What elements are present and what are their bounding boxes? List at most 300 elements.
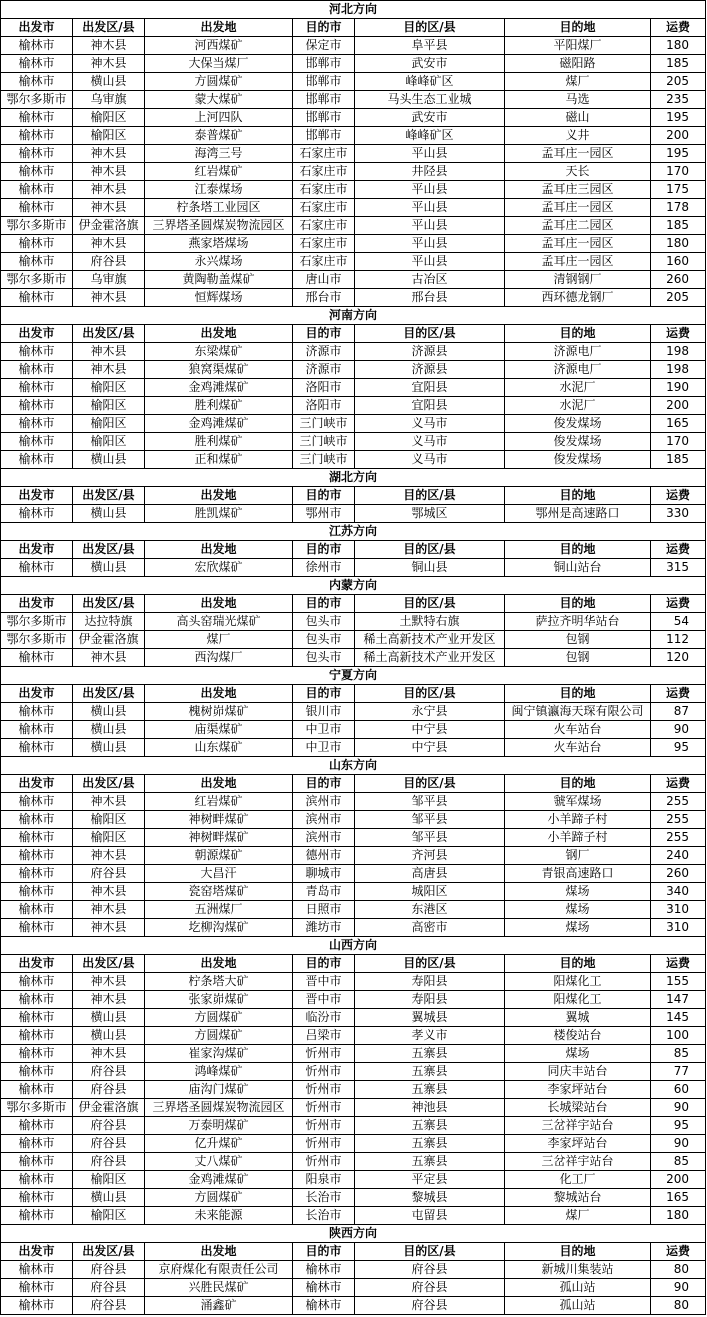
cell-dest-city: 潍坊市: [293, 919, 355, 937]
cell-dest-city: 中卫市: [293, 721, 355, 739]
column-header-dest-city: 目的市: [293, 487, 355, 505]
cell-dest-county: 邹平县: [355, 793, 505, 811]
cell-origin-county: 横山县: [73, 559, 145, 577]
cell-dest-city: 石家庄市: [293, 217, 355, 235]
cell-dest-city: 济源市: [293, 361, 355, 379]
cell-origin-city: 榆林市: [1, 1027, 73, 1045]
cell-dest-site: 青银高速路口: [505, 865, 651, 883]
table-row: [1, 991, 706, 1009]
table-row: [1, 883, 706, 901]
cell-freight-fee: 85: [651, 1045, 706, 1063]
section-title: 湖北方向: [1, 469, 706, 487]
column-header-origin-city: 出发市: [1, 595, 73, 613]
cell-dest-site: 煤厂: [505, 73, 651, 91]
cell-dest-county: 平山县: [355, 235, 505, 253]
cell-dest-county: 神池县: [355, 1099, 505, 1117]
cell-dest-site: 济源电厂: [505, 343, 651, 361]
cell-freight-fee: 90: [651, 721, 706, 739]
cell-dest-site: 煤厂: [505, 1207, 651, 1225]
cell-origin-city: 榆林市: [1, 847, 73, 865]
cell-dest-site: 马选: [505, 91, 651, 109]
cell-origin-site: 圪柳沟煤矿: [145, 919, 293, 937]
cell-dest-county: 城阳区: [355, 883, 505, 901]
column-header-origin-city: 出发市: [1, 775, 73, 793]
table-row: [1, 847, 706, 865]
cell-origin-site: 泰普煤矿: [145, 127, 293, 145]
cell-freight-fee: 180: [651, 1207, 706, 1225]
cell-origin-city: 榆林市: [1, 1063, 73, 1081]
cell-dest-city: 中卫市: [293, 739, 355, 757]
cell-dest-city: 长治市: [293, 1207, 355, 1225]
cell-origin-site: 海湾三号: [145, 145, 293, 163]
cell-dest-site: 俊发煤场: [505, 451, 651, 469]
column-header-dest-county: 目的区/县: [355, 325, 505, 343]
cell-freight-fee: 185: [651, 55, 706, 73]
cell-origin-city: 榆林市: [1, 289, 73, 307]
column-header-dest-site: 目的地: [505, 775, 651, 793]
cell-origin-county: 府谷县: [73, 253, 145, 271]
cell-dest-city: 鄂州市: [293, 505, 355, 523]
cell-origin-site: 胜利煤矿: [145, 397, 293, 415]
table-row: [1, 829, 706, 847]
column-header-origin-county: 出发区/县: [73, 19, 145, 37]
table-row: [1, 1189, 706, 1207]
table-row: [1, 973, 706, 991]
cell-freight-fee: 260: [651, 271, 706, 289]
cell-dest-county: 东港区: [355, 901, 505, 919]
column-header-freight-fee: 运费: [651, 685, 706, 703]
section-title: 山西方向: [1, 937, 706, 955]
cell-dest-county: 平山县: [355, 145, 505, 163]
cell-dest-county: 孝义市: [355, 1027, 505, 1045]
cell-dest-city: 邯郸市: [293, 109, 355, 127]
table-row: [1, 793, 706, 811]
table-row: [1, 415, 706, 433]
cell-freight-fee: 175: [651, 181, 706, 199]
cell-origin-city: 榆林市: [1, 739, 73, 757]
cell-origin-city: 榆林市: [1, 703, 73, 721]
column-header-origin-site: 出发地: [145, 595, 293, 613]
cell-origin-site: 京府煤化有限责任公司: [145, 1261, 293, 1279]
column-header-dest-city: 目的市: [293, 775, 355, 793]
cell-dest-city: 包头市: [293, 613, 355, 631]
table-row: [1, 811, 706, 829]
cell-freight-fee: 100: [651, 1027, 706, 1045]
cell-origin-site: 涌鑫矿: [145, 1297, 293, 1315]
cell-dest-county: 济源县: [355, 343, 505, 361]
cell-dest-city: 德州市: [293, 847, 355, 865]
cell-origin-county: 横山县: [73, 505, 145, 523]
cell-freight-fee: 200: [651, 127, 706, 145]
cell-freight-fee: 198: [651, 361, 706, 379]
column-header-row: [1, 595, 706, 613]
cell-dest-city: 包头市: [293, 649, 355, 667]
cell-origin-county: 神木县: [73, 163, 145, 181]
cell-origin-site: 兴胜民煤矿: [145, 1279, 293, 1297]
cell-dest-county: 高唐县: [355, 865, 505, 883]
cell-freight-fee: 195: [651, 145, 706, 163]
column-header-origin-site: 出发地: [145, 775, 293, 793]
cell-freight-fee: 170: [651, 433, 706, 451]
cell-dest-county: 平山县: [355, 217, 505, 235]
cell-origin-site: 庙沟门煤矿: [145, 1081, 293, 1099]
cell-dest-site: 俊发煤场: [505, 433, 651, 451]
cell-dest-city: 晋中市: [293, 991, 355, 1009]
cell-dest-city: 三门峡市: [293, 451, 355, 469]
cell-dest-county: 土默特右旗: [355, 613, 505, 631]
cell-dest-county: 中宁县: [355, 739, 505, 757]
column-header-origin-site: 出发地: [145, 685, 293, 703]
table-row: [1, 1297, 706, 1315]
cell-origin-county: 横山县: [73, 739, 145, 757]
cell-freight-fee: 180: [651, 235, 706, 253]
cell-dest-city: 洛阳市: [293, 379, 355, 397]
cell-origin-county: 横山县: [73, 451, 145, 469]
column-header-origin-city: 出发市: [1, 685, 73, 703]
cell-origin-county: 榆阳区: [73, 1171, 145, 1189]
cell-origin-city: 榆林市: [1, 559, 73, 577]
cell-dest-city: 忻州市: [293, 1153, 355, 1171]
cell-freight-fee: 85: [651, 1153, 706, 1171]
cell-dest-county: 府谷县: [355, 1297, 505, 1315]
column-header-origin-county: 出发区/县: [73, 487, 145, 505]
table-row: [1, 145, 706, 163]
column-header-origin-city: 出发市: [1, 487, 73, 505]
cell-dest-city: 滨州市: [293, 829, 355, 847]
cell-origin-site: 崔家沟煤矿: [145, 1045, 293, 1063]
cell-dest-city: 阳泉市: [293, 1171, 355, 1189]
column-header-dest-city: 目的市: [293, 955, 355, 973]
cell-origin-county: 神木县: [73, 361, 145, 379]
cell-origin-county: 榆阳区: [73, 379, 145, 397]
section-title: 河北方向: [1, 1, 706, 19]
cell-dest-county: 宜阳县: [355, 379, 505, 397]
cell-origin-county: 府谷县: [73, 1297, 145, 1315]
cell-origin-county: 横山县: [73, 73, 145, 91]
table-row: [1, 433, 706, 451]
column-header-freight-fee: 运费: [651, 775, 706, 793]
cell-origin-site: 亿升煤矿: [145, 1135, 293, 1153]
section-title-row: [1, 577, 706, 595]
column-header-dest-city: 目的市: [293, 685, 355, 703]
cell-freight-fee: 120: [651, 649, 706, 667]
cell-freight-fee: 77: [651, 1063, 706, 1081]
cell-origin-city: 榆林市: [1, 145, 73, 163]
cell-dest-city: 滨州市: [293, 811, 355, 829]
cell-origin-county: 榆阳区: [73, 109, 145, 127]
cell-dest-city: 聊城市: [293, 865, 355, 883]
cell-freight-fee: 80: [651, 1261, 706, 1279]
table-row: [1, 505, 706, 523]
cell-origin-county: 伊金霍洛旗: [73, 217, 145, 235]
cell-dest-county: 义马市: [355, 415, 505, 433]
cell-dest-county: 屯留县: [355, 1207, 505, 1225]
column-header-row: [1, 955, 706, 973]
column-header-dest-site: 目的地: [505, 541, 651, 559]
cell-origin-site: 山东煤矿: [145, 739, 293, 757]
cell-origin-city: 榆林市: [1, 901, 73, 919]
column-header-freight-fee: 运费: [651, 325, 706, 343]
cell-dest-county: 平山县: [355, 253, 505, 271]
cell-origin-site: 上河四队: [145, 109, 293, 127]
column-header-dest-county: 目的区/县: [355, 955, 505, 973]
cell-freight-fee: 90: [651, 1135, 706, 1153]
cell-dest-site: 煤场: [505, 1045, 651, 1063]
cell-freight-fee: 185: [651, 217, 706, 235]
cell-dest-city: 邢台市: [293, 289, 355, 307]
table-row: [1, 919, 706, 937]
cell-origin-site: 恒辉煤场: [145, 289, 293, 307]
column-header-dest-county: 目的区/县: [355, 685, 505, 703]
cell-origin-city: 榆林市: [1, 451, 73, 469]
cell-dest-site: 孟耳庄一园区: [505, 145, 651, 163]
table-row: [1, 1261, 706, 1279]
section-title: 江苏方向: [1, 523, 706, 541]
cell-dest-county: 铜山县: [355, 559, 505, 577]
cell-origin-county: 榆阳区: [73, 811, 145, 829]
cell-origin-county: 府谷县: [73, 1117, 145, 1135]
cell-dest-county: 五寨县: [355, 1081, 505, 1099]
cell-origin-county: 神木县: [73, 973, 145, 991]
column-header-freight-fee: 运费: [651, 19, 706, 37]
cell-dest-city: 石家庄市: [293, 199, 355, 217]
column-header-origin-city: 出发市: [1, 1243, 73, 1261]
cell-freight-fee: 60: [651, 1081, 706, 1099]
cell-dest-city: 石家庄市: [293, 181, 355, 199]
table-row: [1, 91, 706, 109]
cell-origin-site: 胜利煤矿: [145, 433, 293, 451]
column-header-dest-city: 目的市: [293, 1243, 355, 1261]
cell-origin-site: 五洲煤厂: [145, 901, 293, 919]
cell-origin-city: 榆林市: [1, 253, 73, 271]
cell-origin-county: 神木县: [73, 37, 145, 55]
cell-freight-fee: 145: [651, 1009, 706, 1027]
cell-dest-site: 俊发煤场: [505, 415, 651, 433]
cell-freight-fee: 255: [651, 811, 706, 829]
cell-freight-fee: 90: [651, 1279, 706, 1297]
cell-dest-county: 邹平县: [355, 829, 505, 847]
cell-dest-site: 义井: [505, 127, 651, 145]
cell-origin-site: 红岩煤矿: [145, 163, 293, 181]
cell-dest-city: 榆林市: [293, 1279, 355, 1297]
cell-origin-city: 榆林市: [1, 1135, 73, 1153]
cell-freight-fee: 315: [651, 559, 706, 577]
cell-dest-county: 武安市: [355, 55, 505, 73]
cell-origin-city: 榆林市: [1, 1081, 73, 1099]
cell-freight-fee: 165: [651, 1189, 706, 1207]
cell-dest-site: 平阳煤厂: [505, 37, 651, 55]
cell-dest-site: 孟耳庄一园区: [505, 235, 651, 253]
cell-origin-site: 红岩煤矿: [145, 793, 293, 811]
cell-origin-site: 宏欣煤矿: [145, 559, 293, 577]
cell-freight-fee: 160: [651, 253, 706, 271]
table-row: [1, 181, 706, 199]
cell-dest-county: 稀土高新技术产业开发区: [355, 649, 505, 667]
cell-freight-fee: 87: [651, 703, 706, 721]
column-header-freight-fee: 运费: [651, 487, 706, 505]
cell-dest-county: 鄂城区: [355, 505, 505, 523]
cell-dest-county: 义马市: [355, 451, 505, 469]
cell-dest-city: 洛阳市: [293, 397, 355, 415]
table-row: [1, 739, 706, 757]
cell-dest-site: 李家坪站台: [505, 1135, 651, 1153]
cell-dest-county: 五寨县: [355, 1135, 505, 1153]
cell-origin-county: 神木县: [73, 793, 145, 811]
cell-origin-site: 方圆煤矿: [145, 73, 293, 91]
cell-dest-site: 三岔祥宇站台: [505, 1153, 651, 1171]
cell-origin-site: 河西煤矿: [145, 37, 293, 55]
cell-freight-fee: 80: [651, 1297, 706, 1315]
column-header-row: [1, 541, 706, 559]
cell-dest-city: 保定市: [293, 37, 355, 55]
cell-origin-site: 柠条塔大矿: [145, 973, 293, 991]
cell-origin-city: 榆林市: [1, 1297, 73, 1315]
cell-dest-city: 银川市: [293, 703, 355, 721]
cell-origin-site: 黄陶勒盖煤矿: [145, 271, 293, 289]
cell-origin-city: 榆林市: [1, 181, 73, 199]
column-header-row: [1, 325, 706, 343]
cell-dest-site: 包钢: [505, 649, 651, 667]
column-header-dest-city: 目的市: [293, 19, 355, 37]
cell-origin-county: 神木县: [73, 883, 145, 901]
cell-dest-site: 翼城: [505, 1009, 651, 1027]
cell-origin-city: 鄂尔多斯市: [1, 613, 73, 631]
section-title-row: [1, 307, 706, 325]
cell-origin-site: 正和煤矿: [145, 451, 293, 469]
cell-freight-fee: 180: [651, 37, 706, 55]
cell-dest-county: 五寨县: [355, 1063, 505, 1081]
column-header-freight-fee: 运费: [651, 955, 706, 973]
cell-origin-site: 张家峁煤矿: [145, 991, 293, 1009]
cell-dest-site: 水泥厂: [505, 379, 651, 397]
cell-dest-county: 黎城县: [355, 1189, 505, 1207]
cell-origin-site: 大保当煤厂: [145, 55, 293, 73]
column-header-origin-county: 出发区/县: [73, 595, 145, 613]
cell-origin-site: 方圆煤矿: [145, 1027, 293, 1045]
cell-dest-county: 五寨县: [355, 1153, 505, 1171]
table-row: [1, 1099, 706, 1117]
cell-freight-fee: 255: [651, 793, 706, 811]
cell-origin-county: 神木县: [73, 55, 145, 73]
cell-origin-city: 鄂尔多斯市: [1, 631, 73, 649]
cell-dest-county: 平山县: [355, 199, 505, 217]
cell-origin-city: 榆林市: [1, 1153, 73, 1171]
cell-dest-county: 峰峰矿区: [355, 73, 505, 91]
cell-dest-city: 长治市: [293, 1189, 355, 1207]
cell-origin-site: 朝源煤矿: [145, 847, 293, 865]
cell-freight-fee: 147: [651, 991, 706, 1009]
cell-dest-site: 楼俊站台: [505, 1027, 651, 1045]
cell-dest-site: 煤场: [505, 883, 651, 901]
cell-dest-county: 五寨县: [355, 1117, 505, 1135]
cell-freight-fee: 185: [651, 451, 706, 469]
cell-origin-county: 神木县: [73, 181, 145, 199]
table-row: [1, 1135, 706, 1153]
table-row: [1, 127, 706, 145]
cell-dest-site: 清钢钢厂: [505, 271, 651, 289]
cell-origin-site: 大昌汗: [145, 865, 293, 883]
cell-dest-site: 同庆丰站台: [505, 1063, 651, 1081]
cell-dest-site: 火车站台: [505, 721, 651, 739]
cell-dest-site: 铜山站台: [505, 559, 651, 577]
cell-dest-city: 包头市: [293, 631, 355, 649]
column-header-dest-county: 目的区/县: [355, 487, 505, 505]
cell-origin-city: 榆林市: [1, 1117, 73, 1135]
cell-origin-city: 榆林市: [1, 163, 73, 181]
cell-origin-county: 神木县: [73, 199, 145, 217]
cell-dest-county: 府谷县: [355, 1279, 505, 1297]
cell-origin-county: 神木县: [73, 1045, 145, 1063]
section-title: 宁夏方向: [1, 667, 706, 685]
cell-origin-site: 庙渠煤矿: [145, 721, 293, 739]
cell-origin-site: 金鸡滩煤矿: [145, 415, 293, 433]
cell-origin-county: 神木县: [73, 991, 145, 1009]
cell-origin-city: 榆林市: [1, 343, 73, 361]
cell-origin-city: 榆林市: [1, 379, 73, 397]
column-header-dest-site: 目的地: [505, 487, 651, 505]
cell-dest-county: 五寨县: [355, 1045, 505, 1063]
table-row: [1, 1009, 706, 1027]
cell-origin-city: 榆林市: [1, 883, 73, 901]
cell-dest-site: 三岔祥宇站台: [505, 1117, 651, 1135]
cell-dest-city: 邯郸市: [293, 55, 355, 73]
cell-dest-city: 榆林市: [293, 1297, 355, 1315]
cell-origin-county: 榆阳区: [73, 415, 145, 433]
cell-dest-site: 孤山站: [505, 1297, 651, 1315]
column-header-freight-fee: 运费: [651, 1243, 706, 1261]
table-row: [1, 1207, 706, 1225]
table-row: [1, 289, 706, 307]
cell-dest-site: 孟耳庄二园区: [505, 217, 651, 235]
section-title-row: [1, 1, 706, 19]
cell-origin-county: 横山县: [73, 1027, 145, 1045]
cell-origin-site: 三界塔圣圆煤炭物流园区: [145, 1099, 293, 1117]
cell-freight-fee: 240: [651, 847, 706, 865]
column-header-origin-site: 出发地: [145, 541, 293, 559]
cell-dest-site: 包钢: [505, 631, 651, 649]
cell-dest-county: 义马市: [355, 433, 505, 451]
cell-origin-county: 横山县: [73, 1189, 145, 1207]
cell-origin-site: 永兴煤场: [145, 253, 293, 271]
section-title: 陕西方向: [1, 1225, 706, 1243]
cell-origin-city: 鄂尔多斯市: [1, 271, 73, 289]
cell-dest-city: 邯郸市: [293, 73, 355, 91]
section-title-row: [1, 757, 706, 775]
cell-origin-city: 榆林市: [1, 235, 73, 253]
cell-dest-county: 马头生态工业城: [355, 91, 505, 109]
column-header-freight-fee: 运费: [651, 595, 706, 613]
cell-dest-city: 邯郸市: [293, 91, 355, 109]
table-row: [1, 199, 706, 217]
cell-freight-fee: 178: [651, 199, 706, 217]
cell-origin-county: 榆阳区: [73, 1207, 145, 1225]
cell-dest-county: 齐河县: [355, 847, 505, 865]
cell-origin-county: 神木县: [73, 145, 145, 163]
table-row: [1, 703, 706, 721]
cell-origin-city: 榆林市: [1, 73, 73, 91]
column-header-dest-county: 目的区/县: [355, 19, 505, 37]
cell-dest-city: 济源市: [293, 343, 355, 361]
cell-origin-county: 伊金霍洛旗: [73, 1099, 145, 1117]
cell-origin-county: 府谷县: [73, 1135, 145, 1153]
cell-origin-site: 燕家塔煤场: [145, 235, 293, 253]
cell-origin-site: 金鸡滩煤矿: [145, 379, 293, 397]
column-header-dest-site: 目的地: [505, 1243, 651, 1261]
cell-dest-city: 晋中市: [293, 973, 355, 991]
column-header-row: [1, 775, 706, 793]
cell-origin-city: 榆林市: [1, 1171, 73, 1189]
cell-dest-county: 稀土高新技术产业开发区: [355, 631, 505, 649]
